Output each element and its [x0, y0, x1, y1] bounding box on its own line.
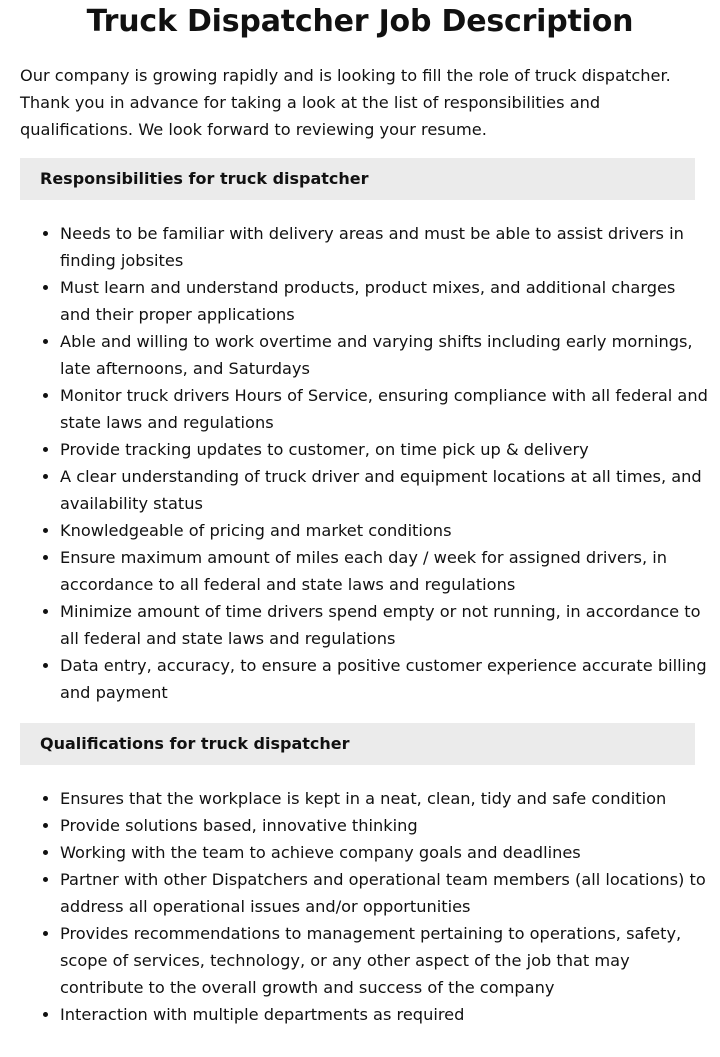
- list-item: • Ensure maximum amount of miles each day / week for assigned drivers, in accordance to all federal and state laws and regulations: [60, 544, 720, 598]
- list-item: • Ensures that the workplace is kept in a neat, clean, tidy and safe condition: [60, 785, 720, 812]
- list-item: • Monitor truck drivers Hours of Service, ensuring compliance with all federal and state laws and regulations: [60, 382, 720, 436]
- list-item: • Needs to be familiar with delivery areas and must be able to assist drivers in finding jobsites: [60, 220, 720, 274]
- responsibilities-heading: Responsibilities for truck dispatcher: [20, 158, 695, 200]
- qualifications-heading: Qualifications for truck dispatcher: [20, 723, 695, 765]
- page-title: Truck Dispatcher Job Description: [86, 4, 634, 39]
- qualifications-list: [0, 785, 720, 1028]
- list-item: • Data entry, accuracy, to ensure a positive customer experience accurate billing and payment: [60, 652, 720, 706]
- list-item: • Provide solutions based, innovative thinking: [60, 812, 720, 839]
- list-item: • Provides recommendations to management pertaining to operations, safety, scope of services, technology, or any other aspect of the job that may contribute to the overall growth and success of the company: [60, 920, 720, 1001]
- list-item: • Interaction with multiple departments as required: [60, 1001, 720, 1028]
- responsibilities-list: [0, 220, 720, 706]
- list-item: • Minimize amount of time drivers spend empty or not running, in accordance to all federal and state laws and regulations: [60, 598, 720, 652]
- intro-paragraph: Our company is growing rapidly and is looking to fill the role of truck dispatcher. Thank you in advance for taking a look at the list of responsibilities and qualifications. We look forward to reviewing your resume.: [20, 66, 671, 139]
- list-item: • A clear understanding of truck driver and equipment locations at all times, and availability status: [60, 463, 720, 517]
- list-item: • Must learn and understand products, product mixes, and additional charges and their proper applications: [60, 274, 720, 328]
- list-item: • Able and willing to work overtime and varying shifts including early mornings, late afternoons, and Saturdays: [60, 328, 720, 382]
- list-item: • Partner with other Dispatchers and operational team members (all locations) to address all operational issues and/or opportunities: [60, 866, 720, 920]
- list-item: • Provide tracking updates to customer, on time pick up & delivery: [60, 436, 720, 463]
- list-item: • Working with the team to achieve company goals and deadlines: [60, 839, 720, 866]
- list-item: • Knowledgeable of pricing and market conditions: [60, 517, 720, 544]
